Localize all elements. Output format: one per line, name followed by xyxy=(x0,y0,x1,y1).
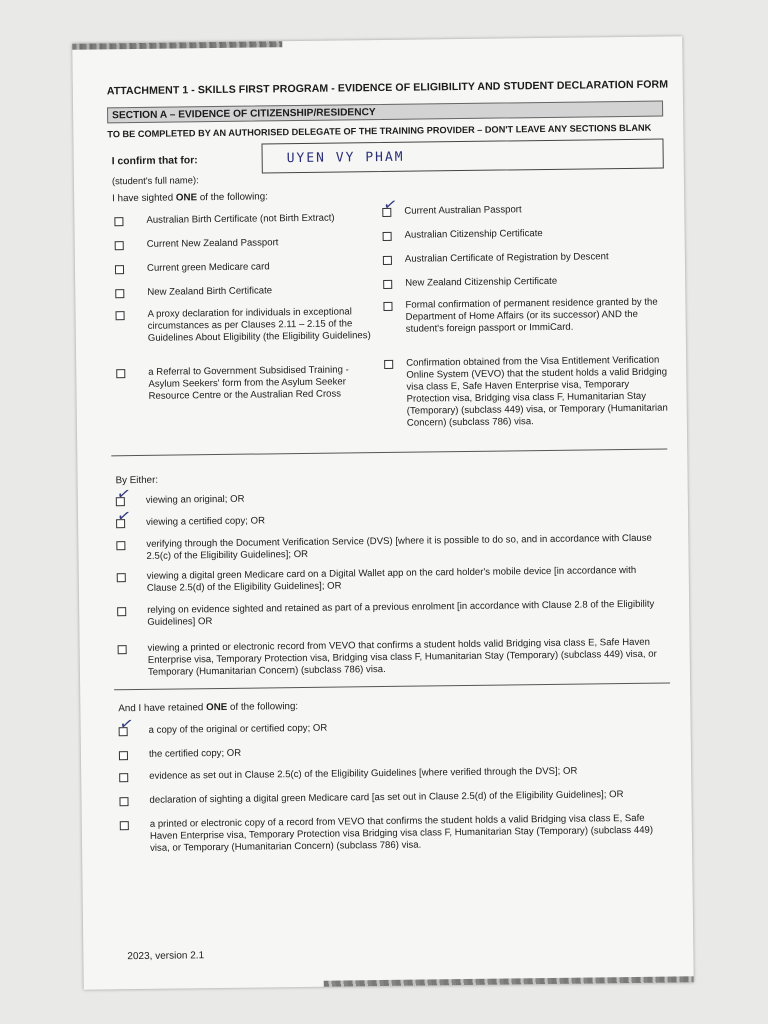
verification-method-checkbox[interactable] xyxy=(118,645,127,654)
retained-evidence-label: a copy of the original or certified copy; OR xyxy=(148,722,328,736)
scan-edge-bottom xyxy=(324,976,694,987)
document-right-checkbox[interactable] xyxy=(384,360,393,369)
document-left-label: Current New Zealand Passport xyxy=(146,237,279,250)
retained-evidence-label: evidence as set out in Clause 2.5(c) of the Eligibility Guidelines [where verified through the DVS]; OR xyxy=(149,765,578,782)
document-right-checkbox[interactable] xyxy=(383,232,392,241)
verification-method-checkbox[interactable] xyxy=(116,541,125,550)
document-left-checkbox[interactable] xyxy=(115,241,124,250)
verification-method-label: viewing a digital green Medicare card on a Digital Wallet app on the card holder's mobile device [in accordance with Clause 2.5(d) of the Eligibility Guidelines]; OR xyxy=(146,564,637,594)
student-name-note: (student's full name): xyxy=(111,174,199,187)
document-right-label: Australian Certificate of Registration by Descent xyxy=(404,251,609,265)
verification-method-label: viewing an original; OR xyxy=(145,493,245,506)
form-title: ATTACHMENT 1 - SKILLS FIRST PROGRAM - EVIDENCE OF ELIGIBILITY AND STUDENT DECLARATION FORM xyxy=(106,78,669,98)
document-right-label: Current Australian Passport xyxy=(404,204,522,217)
form-page xyxy=(72,36,694,989)
document-right-label: Formal confirmation of permanent residence granted by the Department of Home Affairs (or its successor) AND the student's foreign passport or ImmiCard. xyxy=(405,296,658,335)
divider-2 xyxy=(114,683,670,691)
verification-method-label: relying on evidence sighted and retained as part of a previous enrolment [in accordance with Clause 2.8 of the Eligibility Guidelines] OR xyxy=(147,598,655,628)
retained-evidence-checkbox[interactable] xyxy=(119,797,128,806)
document-right-label: Australian Citizenship Certificate xyxy=(404,228,543,241)
document-left-checkbox[interactable] xyxy=(116,369,125,378)
retained-evidence-label: the certified copy; OR xyxy=(148,747,242,760)
document-left-label: Australian Birth Certificate (not Birth Extract) xyxy=(146,212,335,226)
version-footer: 2023, version 2.1 xyxy=(127,950,205,963)
document-left-label: New Zealand Birth Certificate xyxy=(147,285,273,298)
verification-method-label: verifying through the Document Verification Service (DVS) [where it is possible to do so, and in accordance with Clause 2.5(c) of the Eligibility Guidelines]; OR xyxy=(146,532,652,562)
verification-method-label: viewing a certified copy; OR xyxy=(146,515,266,528)
document-left-checkbox[interactable] xyxy=(116,311,125,320)
retained-evidence-label: declaration of sighting a digital green Medicare card [as set out in Clause 2.5(d) of the Eligibility Guidelines]; OR xyxy=(149,789,624,806)
verification-method-checkbox[interactable] xyxy=(117,607,126,616)
document-right-checkbox[interactable] xyxy=(383,256,392,265)
scan-edge-top xyxy=(72,41,282,50)
document-right-label: Confirmation obtained from the Visa Entitlement Verification Online System (VEVO) that the student holds a valid Bridging visa class E, Safe Haven Enterprise visa, Temporary Protection visa, Bridging visa class F, Humanitarian Stay (Temporary) (subclass 449) visa, or Temporary (Humanitarian Concern) (subclass 786) visa. xyxy=(406,354,668,429)
verification-method-checkbox[interactable] xyxy=(117,573,126,582)
checkmark-icon: ✓ xyxy=(118,715,135,735)
verification-method-label: viewing a printed or electronic record from VEVO that confirms a student holds valid Bridging visa class E, Safe Haven Enterprise visa, Temporary Protection visa, Bridging visa class F, Humanitarian Stay (Temporary) (subclass 449) visa, or Temporary (Humanitarian Concern) (subclass 786) visa. xyxy=(147,636,657,678)
document-right-checkbox[interactable] xyxy=(383,302,392,311)
document-right-label: New Zealand Citizenship Certificate xyxy=(405,275,558,289)
divider-1 xyxy=(111,449,667,457)
student-name-value: UYEN VY PHAM xyxy=(286,149,405,167)
sighted-instruction: I have sighted ONE of the following: xyxy=(112,191,268,205)
document-left-label: Current green Medicare card xyxy=(146,261,270,274)
document-right-checkbox[interactable] xyxy=(383,280,392,289)
retained-evidence-checkbox[interactable] xyxy=(120,821,129,830)
document-left-checkbox[interactable] xyxy=(115,265,124,274)
checkmark-icon: ✓ xyxy=(115,507,133,527)
checkmark-icon: ✓ xyxy=(381,195,399,216)
student-name-field[interactable] xyxy=(261,139,663,174)
by-either-label: By Either: xyxy=(115,474,159,487)
retained-evidence-label: a printed or electronic copy of a record from VEVO that confirms the student holds a valid Bridging visa class E, Safe Haven Enterprise visa, Temporary Protection visa Bridging visa class F, Humanitarian Stay (Temporary) (subclass 449) visa, or Temporary (Humanitarian Concern) (subclass 786) visa. xyxy=(149,812,654,854)
document-left-checkbox[interactable] xyxy=(114,217,123,226)
retained-instruction: And I have retained ONE of the following: xyxy=(118,701,299,715)
document-left-label: a Referral to Government Subsidised Training - Asylum Seekers' form from the Asylum Seeker Resource Centre or the Australian Red Cross xyxy=(148,364,349,402)
confirm-label: I confirm that for: xyxy=(111,155,198,168)
section-a-header: SECTION A – EVIDENCE OF CITIZENSHIP/RESIDENCY xyxy=(107,101,663,124)
checkmark-icon: ✓ xyxy=(115,485,132,505)
retained-evidence-checkbox[interactable] xyxy=(119,751,128,760)
retained-evidence-checkbox[interactable] xyxy=(119,773,128,782)
document-left-label: A proxy declaration for individuals in exceptional circumstances as per Clauses 2.11 – 2.15 of the Guidelines About Eligibility (the Eligibility Guidelines) xyxy=(147,306,371,344)
delegate-instruction: TO BE COMPLETED BY AN AUTHORISED DELEGATE OF THE TRAINING PROVIDER – DON'T LEAVE ANY SECTIONS BLANK xyxy=(107,122,652,140)
document-left-checkbox[interactable] xyxy=(115,289,124,298)
